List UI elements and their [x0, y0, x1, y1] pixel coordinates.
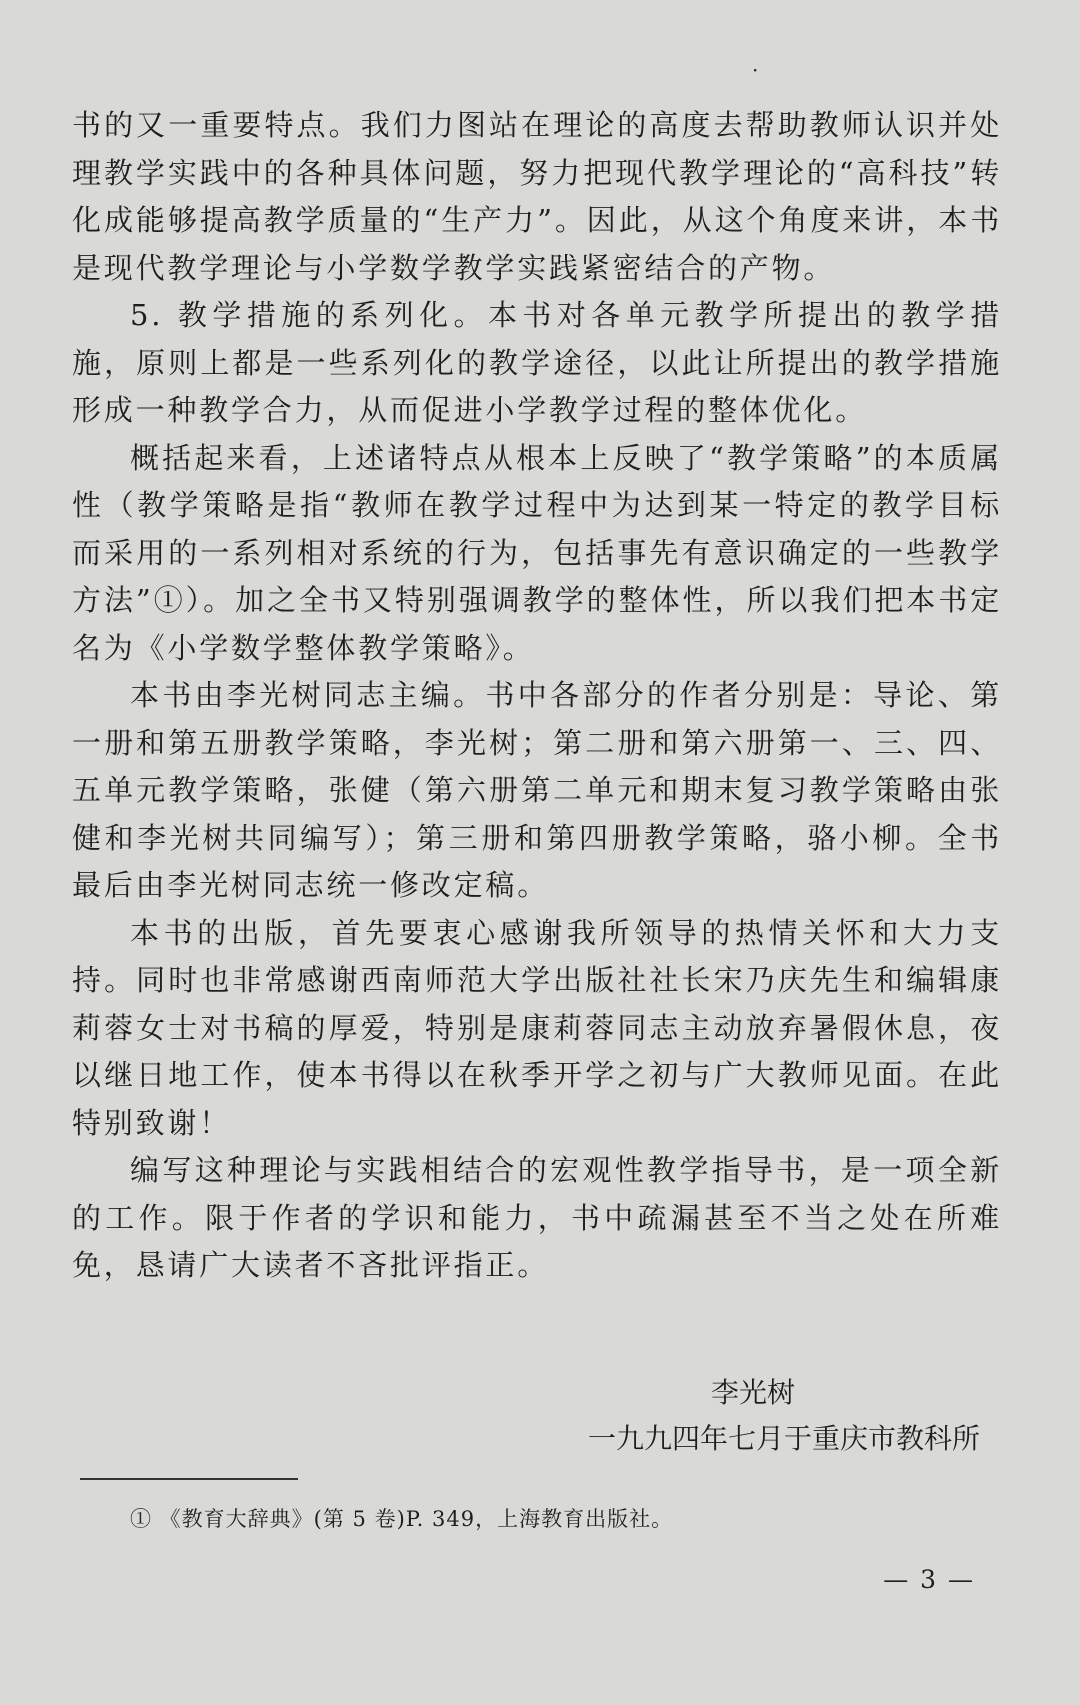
footnote-divider — [80, 1478, 298, 1480]
paragraph-4: 本书由李光树同志主编。书中各部分的作者分别是：导论、第一册和第五册教学策略，李光树；第二册和第六册第一、三、四、五单元教学策略，张健（第六册第二单元和期末复习教学策略由张健和李光树共同编写）；第三册和第四册教学策略，骆小柳。全书最后由李光树同志统一修改定稿。 — [72, 678, 1002, 902]
paragraph-5: 本书的出版，首先要衷心感谢我所领导的热情关怀和大力支持。同时也非常感谢西南师范大学出版社社长宋乃庆先生和编辑康莉蓉女士对书稿的厚爱，特别是康莉蓉同志主动放弃暑假休息，夜以继日地工作，使本书得以在秋季开学之初与广大教师见面。在此特别致谢！ — [72, 915, 1002, 1140]
paragraph-2: 5. 教学措施的系列化。本书对各单元教学所提出的教学措施，原则上都是一些系列化的教学途径，以此让所提出的教学措施形成一种教学合力，从而促进小学教学过程的整体优化。 — [72, 298, 1002, 427]
print-mark: · — [752, 58, 759, 82]
body-text — [72, 102, 1002, 1290]
signature-block — [588, 1370, 980, 1462]
paragraph-3: 概括起来看，上述诸特点从根本上反映了“教学策略”的本质属性（教学策略是指“教师在教学过程中为达到某一特定的教学目标而采用的一系列相对系统的行为，包括事先有意识确定的一些教学方法”①）。加之全书又特别强调教学的整体性，所以我们把本书定名为《小学数学整体教学策略》。 — [72, 440, 1002, 665]
page-number: — 3 — — [883, 1565, 975, 1594]
paragraph-6: 编写这种理论与实践相结合的宏观性教学指导书，是一项全新的工作。限于作者的学识和能力，书中疏漏甚至不当之处在所难免，恳请广大读者不吝批评指正。 — [72, 1153, 1002, 1282]
paragraph-1: 书的又一重要特点。我们力图站在理论的高度去帮助教师认识并处理教学实践中的各种具体问题，努力把现代教学理论的“高科技”转化成能够提高教学质量的“生产力”。因此，从这个角度来讲，本书是现代教学理论与小学数学教学实践紧密结合的产物。 — [72, 108, 1002, 285]
signature-date-place: 一九九四年七月于重庆市教科所 — [587, 1422, 980, 1455]
signature-author: 李光树 — [710, 1376, 795, 1409]
footnote: ① 《教育大辞典》(第 5 卷)P. 349，上海教育出版社。 — [130, 1507, 674, 1531]
